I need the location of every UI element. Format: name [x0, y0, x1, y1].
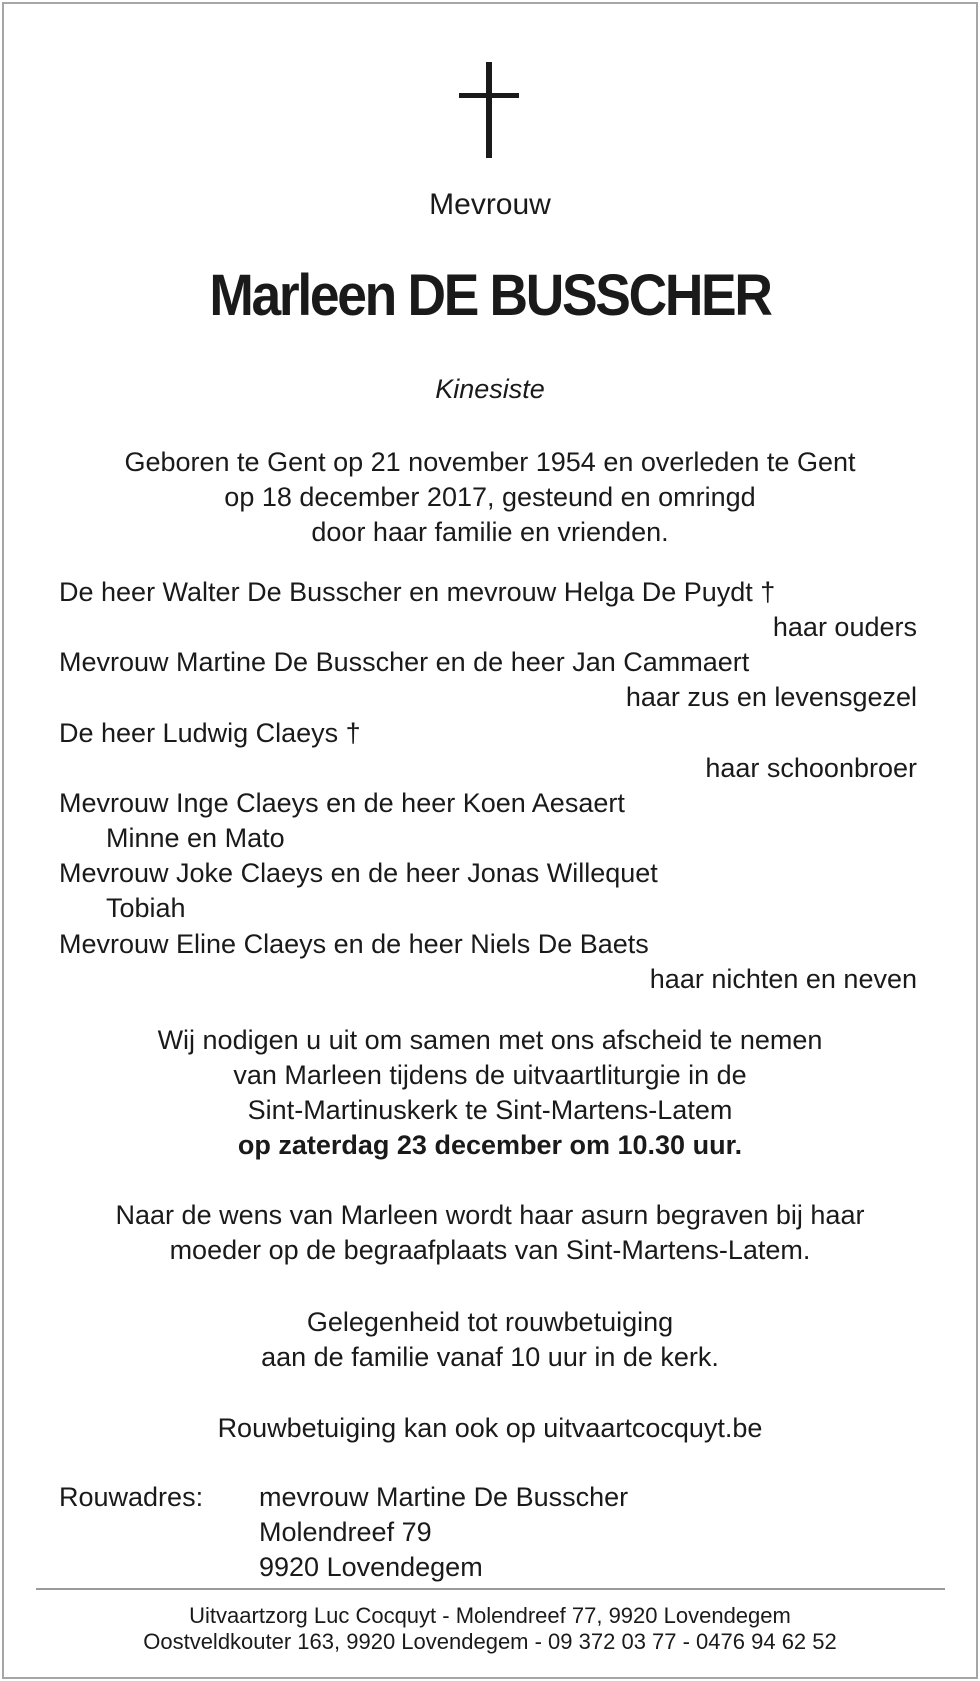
invitation-line: van Marleen tijdens de uitvaartliturgie in de: [233, 1060, 747, 1090]
family-children: Minne en Mato: [106, 823, 285, 853]
address-line: 9920 Lovendegem: [259, 1552, 483, 1582]
birth-line: door haar familie en vrienden.: [311, 517, 669, 547]
family-member: De heer Ludwig Claeys †: [59, 718, 361, 748]
invitation-line: Wij nodigen u uit om samen met ons afscheid te nemen: [157, 1025, 823, 1055]
cross-icon: [459, 62, 519, 158]
family-children: Tobiah: [106, 893, 186, 923]
family-member: Mevrouw Martine De Busscher en de heer Jan Cammaert: [59, 647, 750, 677]
footer-line: Oostveldkouter 163, 9920 Lovendegem - 09 372 03 77 - 0476 94 62 52: [143, 1629, 837, 1654]
family-member: De heer Walter De Busscher en mevrouw Helga De Puydt †: [59, 577, 776, 607]
family-member: Mevrouw Inge Claeys en de heer Koen Aesaert: [59, 788, 625, 818]
family-member: Mevrouw Eline Claeys en de heer Niels De Baets: [59, 929, 649, 959]
birth-line: Geboren te Gent op 21 november 1954 en overleden te Gent: [124, 447, 856, 477]
family-relation: haar schoonbroer: [705, 753, 917, 783]
honorific: Mevrouw: [429, 188, 551, 221]
birth-line: op 18 december 2017, gesteund en omringd: [224, 482, 756, 512]
condolence-line: Gelegenheid tot rouwbetuiging: [306, 1307, 674, 1337]
burial-line: Naar de wens van Marleen wordt haar asurn begraven bij haar: [115, 1200, 865, 1230]
invitation-line: Sint-Martinuskerk te Sint-Martens-Latem: [247, 1095, 733, 1125]
address-line: Molendreef 79: [259, 1517, 432, 1547]
address-label: Rouwadres:: [59, 1482, 204, 1512]
footer-divider: [36, 1588, 945, 1590]
condolence-line: aan de familie vanaf 10 uur in de kerk.: [261, 1342, 719, 1372]
footer-line: Uitvaartzorg Luc Cocquyt - Molendreef 77, 9920 Lovendegem: [189, 1603, 791, 1628]
family-relation: haar nichten en neven: [649, 964, 917, 994]
family-member: Mevrouw Joke Claeys en de heer Jonas Willequet: [59, 858, 658, 888]
deceased-name: Marleen DE BUSSCHER: [209, 263, 771, 328]
profession: Kinesiste: [435, 374, 545, 404]
burial-line: moeder op de begraafplaats van Sint-Martens-Latem.: [169, 1235, 811, 1265]
online-condolence: Rouwbetuiging kan ook op uitvaartcocquyt.be: [217, 1413, 763, 1443]
family-relation: haar ouders: [772, 612, 917, 642]
funeral-date: op zaterdag 23 december om 10.30 uur.: [237, 1130, 743, 1160]
address-line: mevrouw Martine De Busscher: [259, 1482, 629, 1512]
family-relation: haar zus en levensgezel: [625, 682, 917, 712]
